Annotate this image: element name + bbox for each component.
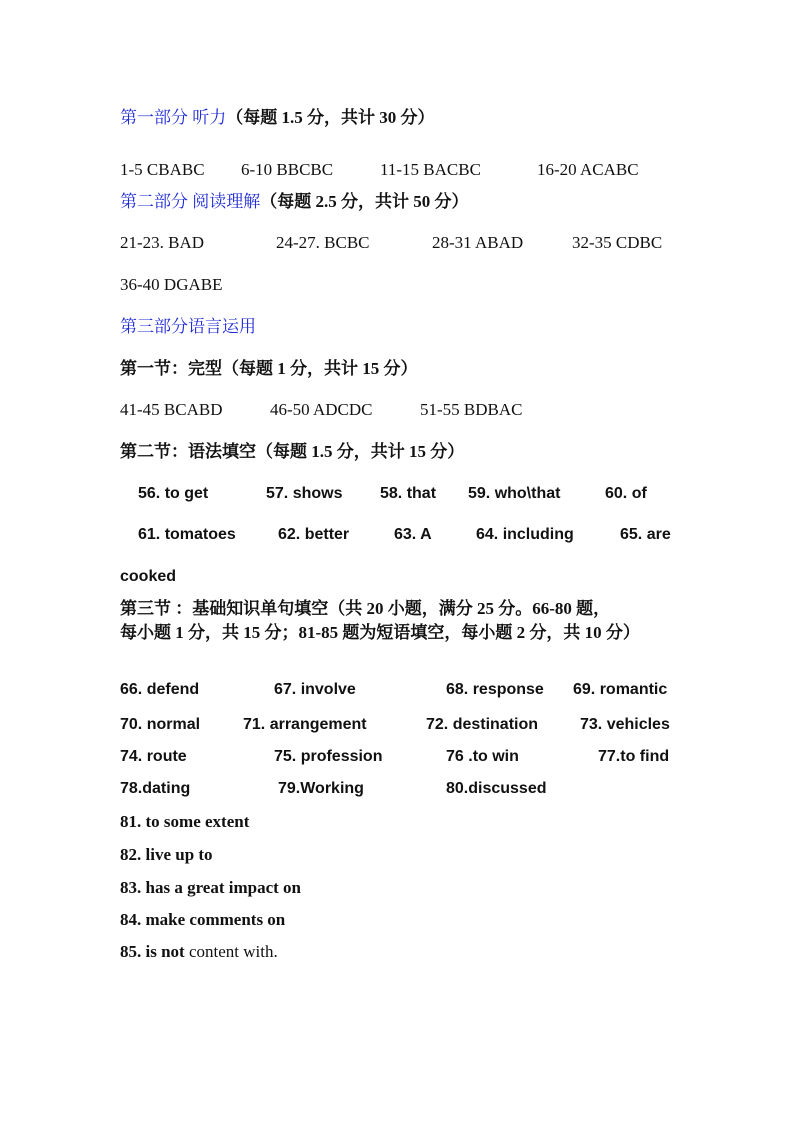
section3-answer-71: 71. arrangement bbox=[243, 716, 367, 733]
section3-answer-76: 76 .to win bbox=[446, 748, 519, 765]
section3-answer-68: 68. response bbox=[446, 681, 544, 698]
section2-answer-61: 61. tomatoes bbox=[138, 526, 236, 543]
section3-title-line2: 每小题 1 分，共 15 分；81-85 题为短语填空，每小题 2 分，共 10 分） bbox=[120, 623, 640, 642]
section2-answer-56: 56. to get bbox=[138, 485, 209, 502]
section2-answer-58: 58. that bbox=[380, 485, 437, 502]
section3-answer-67: 67. involve bbox=[274, 681, 356, 698]
section1-answer-3: 51-55 BDBAC bbox=[420, 400, 523, 419]
section3-phrase-85 bbox=[120, 941, 278, 963]
part3-title: 第三部分语言运用 bbox=[120, 317, 256, 336]
section3-answer-74: 74. route bbox=[120, 748, 187, 765]
part1-answer-3: 11-15 BACBC bbox=[380, 160, 481, 179]
section3-answer-70: 70. normal bbox=[120, 716, 201, 733]
part1-title: 第一部分 听力 bbox=[120, 108, 227, 127]
section3-phrase-83: 83. has a great impact on bbox=[120, 878, 302, 897]
part2-note: （每题 2.5 分，共计 50 分） bbox=[260, 192, 469, 211]
section3-phrase-84: 84. make comments on bbox=[120, 910, 286, 929]
part1-note: （每题 1.5 分，共计 30 分） bbox=[226, 108, 435, 127]
part2-answer-2: 24-27. BCBC bbox=[276, 233, 370, 252]
part2-answer-3: 28-31 ABAD bbox=[432, 233, 524, 252]
part2-heading bbox=[120, 191, 469, 213]
section3-answer-78: 78.dating bbox=[120, 780, 191, 797]
section3-answer-69: 69. romantic bbox=[573, 681, 668, 698]
part1-answer-2: 6-10 BBCBC bbox=[241, 160, 334, 179]
section3-title-line1: 第三节 ：基础知识单句填空（共 20 小题，满分 25 分。66-80 题， bbox=[120, 599, 611, 618]
section3-answer-80: 80.discussed bbox=[446, 780, 547, 797]
section3-phrase-81: 81. to some extent bbox=[120, 812, 250, 831]
section2-answer-60: 60. of bbox=[605, 485, 647, 502]
section2-answer-65: 65. are bbox=[620, 526, 671, 543]
section3-answer-77: 77.to find bbox=[598, 748, 670, 765]
part1-answer-4: 16-20 ACABC bbox=[537, 160, 639, 179]
section3-phrase-82: 82. live up to bbox=[120, 845, 213, 864]
section2-answer-57: 57. shows bbox=[266, 485, 343, 502]
section3-answer-66: 66. defend bbox=[120, 681, 200, 698]
section2-answer-63: 63. A bbox=[394, 526, 432, 543]
section3-answer-79: 79.Working bbox=[278, 780, 364, 797]
section3-answer-72: 72. destination bbox=[426, 716, 539, 733]
section3-phrase-85-rest: content with. bbox=[184, 942, 278, 961]
section3-answer-75: 75. profession bbox=[274, 748, 383, 765]
part2-title: 第二部分 阅读理解 bbox=[120, 192, 261, 211]
section3-answer-73: 73. vehicles bbox=[580, 716, 670, 733]
section1-title: 第一节：完型（每题 1 分，共计 15 分） bbox=[120, 359, 418, 378]
section3-phrase-85-bold: 85. is not bbox=[120, 942, 185, 961]
part2-answer-4: 32-35 CDBC bbox=[572, 233, 663, 252]
part1-answer-1: 1-5 CBABC bbox=[120, 160, 205, 179]
section2-answer-64: 64. including bbox=[476, 526, 574, 543]
part1-heading bbox=[120, 107, 435, 129]
section1-answer-1: 41-45 BCABD bbox=[120, 400, 223, 419]
part2-answer-5: 36-40 DGABE bbox=[120, 275, 223, 294]
section2-title: 第二节：语法填空（每题 1.5 分，共计 15 分） bbox=[120, 442, 465, 461]
section2-answer-62: 62. better bbox=[278, 526, 350, 543]
section2-answer-59: 59. who\that bbox=[468, 485, 561, 502]
section1-answer-2: 46-50 ADCDC bbox=[270, 400, 373, 419]
part2-answer-1: 21-23. BAD bbox=[120, 233, 205, 252]
section2-answer-65-cont: cooked bbox=[120, 568, 177, 585]
